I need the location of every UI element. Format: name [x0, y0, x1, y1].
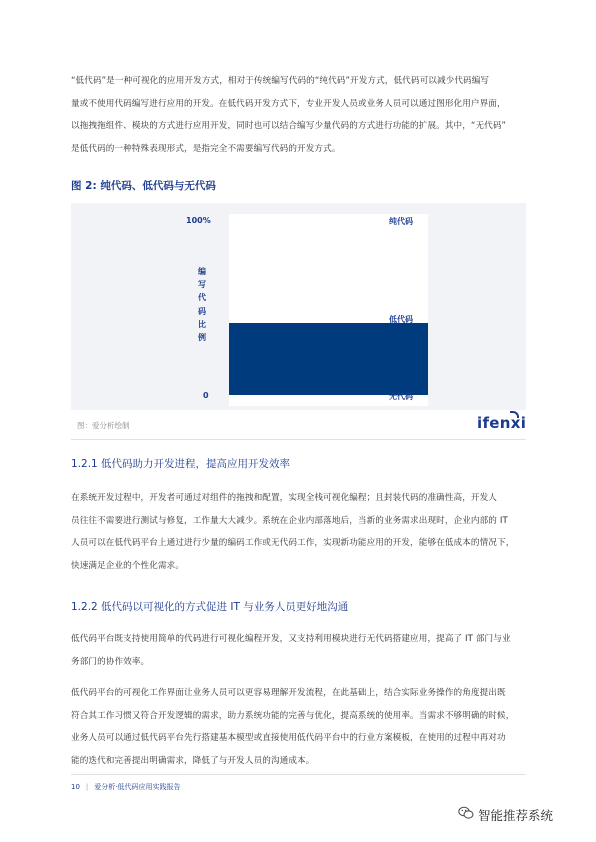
- y-tick-bottom: 0: [203, 391, 209, 400]
- section2-paragraph-2: [71, 682, 526, 772]
- intro-line: 量或不使用代码编写进行应用的开发。在低代码开发方式下，专业开发人员或业务人员可以通过图形化用户界面，: [71, 98, 506, 109]
- section2-line: 务部门的协作效率。: [71, 656, 150, 667]
- figure-source: 图：爱分析绘制: [77, 421, 130, 430]
- label-no-code: 无代码: [389, 392, 413, 401]
- logo-signal-icon: [510, 411, 519, 418]
- y-tick-top: 100%: [186, 216, 211, 225]
- y-axis-label: 编写代码比例: [198, 267, 206, 343]
- wechat-icon: [458, 806, 474, 820]
- page-number: 10: [71, 783, 80, 791]
- section2-line: 能的迭代和完善提出明确需求，降低了与开发人员的沟通成本。: [71, 755, 315, 766]
- section2-line: 低代码平台既支持使用简单的代码进行可视化编程开发，又支持利用模块进行无代码搭建应用，提高了 IT 部门与业: [71, 634, 511, 644]
- section1-line: 员往往不需要进行测试与修复，工作量大大减少。系统在企业内部落地后，当新的业务需求出现时，企业内部的 IT: [71, 515, 508, 526]
- figure-panel: [71, 203, 526, 410]
- section-heading-1-2-1: 1.2.1 低代码助力开发进程，提高应用开发效率: [71, 458, 291, 470]
- bar-low-code: [229, 323, 428, 395]
- footer-divider: [71, 774, 526, 775]
- section1-line: 人员可以在低代码平台上通过进行少量的编码工作或无代码工作，实现新功能应用的开发，能够在低成本的情况下，: [71, 538, 515, 548]
- ifenxi-logo: ifenxi: [477, 414, 527, 432]
- section2-line: 业务人员可以通过低代码平台先行搭建基本模型或直接使用低代码平台中的行业方案模板，在使用的过程中再对功: [71, 733, 506, 743]
- section-heading-1-2-2: 1.2.2 低代码以可视化的方式促进 IT 与业务人员更好地沟通: [71, 601, 349, 613]
- section1-paragraph: [71, 487, 526, 577]
- intro-line: 是低代码的一种特殊表现形式，是指完全不需要编写代码的开发方式。: [71, 143, 341, 154]
- section2-line: 符合其工作习惯又符合开发逻辑的需求，助力系统功能的完善与优化，提高系统的使用率。当需求不够明确的时候，: [71, 710, 515, 721]
- watermark-text: 智能推荐系统: [478, 808, 554, 823]
- section2-line: 低代码平台的可视化工作界面让业务人员可以更容易理解开发流程，在此基础上，结合实际业务操作的角度提出既: [71, 688, 506, 698]
- figure-title: 图 2: 纯代码、低代码与无代码: [71, 180, 216, 192]
- intro-line: “低代码”是一种可视化的应用开发方式，相对于传统编写代码的“纯代码”开发方式，低代码可以减少代码编写: [71, 76, 490, 86]
- intro-paragraph: [71, 70, 526, 160]
- footer-separator: |: [85, 783, 89, 791]
- section1-line: 快速满足企业的个性化需求。: [71, 560, 185, 571]
- section2-paragraph-1: [71, 628, 526, 673]
- divider: [71, 439, 526, 440]
- footer-title: 爱分析·低代码应用实践报告: [94, 783, 181, 791]
- page-footer: [71, 782, 181, 792]
- section1-line: 在系统开发过程中，开发者可通过对组件的拖拽和配置，实现全栈可视化编程；且封装代码的准确性高，开发人: [71, 493, 497, 503]
- label-low-code: 低代码: [389, 315, 413, 324]
- intro-line: 以拖拽拖组件、模块的方式进行应用开发，同时也可以结合编写少量代码的方式进行功能的扩展。其中，“无代码”: [71, 121, 507, 131]
- label-pure-code: 纯代码: [389, 217, 413, 226]
